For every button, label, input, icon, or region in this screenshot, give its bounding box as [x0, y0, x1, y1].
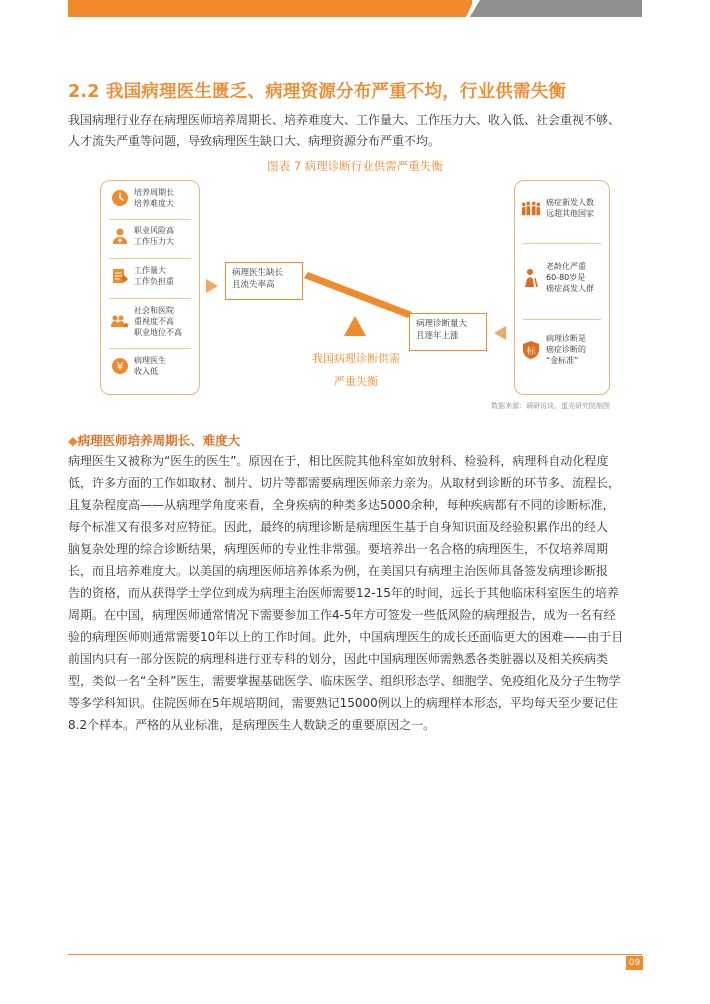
intro-paragraph: [68, 110, 644, 152]
body-line: 告的资格，而从获得学士学位到成为病理主治医师需要12-15年的时间，远长于其他临床科室医生的培养: [68, 586, 619, 600]
body-line: 8.2个样本。严格的从业标准，是病理医生人数缺乏的重要原因之一。: [68, 718, 436, 732]
paperwork-icon: [110, 266, 130, 286]
divider: [109, 298, 191, 299]
page-number: 09: [626, 956, 643, 970]
clock-icon: [110, 188, 130, 208]
header-gray-bar: [470, 0, 642, 17]
body-line: 验的病理医师则通常需要10年以上的工作时间。此外，中国病理医生的成长还面临更大的困难——由于目: [68, 630, 624, 644]
imbalance-label: [300, 347, 412, 393]
body-line: 病理医生又被称为“医生的医生”。原因在于，相比医院其他科室如放射科、检验科，病理科自动化程度: [68, 454, 609, 468]
demand-factor-text: 老龄化严重 60-80岁是 癌症高发人群: [546, 262, 594, 293]
demand-factor-item: [515, 261, 609, 294]
intro-line: 人才流失严重等问题，导致病理医生缺口大、病理资源分布严重不均。: [68, 134, 441, 148]
body-line: 周期。在中国，病理医师通常情况下需要参加工作4-5年方可签发一些低风险的病理报告，成为一名有经: [68, 608, 616, 622]
supply-factor-text: 培养周期长 培养难度大: [134, 188, 174, 208]
demand-factor-text: 病理诊断是 癌症诊断的 “金标准”: [546, 334, 586, 365]
body-line: 等多学科知识。住院医师在5年规培期间，需要熟记15000例以上的病理样本形态，平均每天至少要记住: [68, 696, 618, 710]
imbalance-label-line: 严重失衡: [334, 375, 378, 388]
crowd-icon: [521, 198, 541, 218]
diamond-bullet-icon: ◆: [68, 433, 78, 448]
subsection-title-text: 病理医师培养周期长、难度大: [77, 433, 241, 448]
divider: [109, 258, 191, 259]
fulcrum-triangle: [344, 316, 366, 336]
demand-factors-panel: [514, 180, 610, 395]
header-accent-bar: [68, 0, 472, 17]
people-star-icon: [110, 312, 130, 332]
divider: [109, 348, 191, 349]
supply-factor-text: 社会和医院 重视度不高 职业地位不高: [134, 306, 182, 337]
svg-text:标: 标: [526, 346, 536, 357]
intro-line: 我国病理行业存在病理医师培养周期长、培养难度大、工作量大、工作压力大、收入低、社会重视不够、: [68, 113, 621, 127]
yuan-coin-icon: [110, 356, 130, 376]
supply-factor-item: [101, 187, 199, 209]
arrow-right-icon: [206, 279, 218, 293]
supply-factors-panel: [100, 180, 200, 395]
divider: [523, 319, 601, 320]
imbalance-label-line: 我国病理诊断供需: [312, 352, 400, 365]
supply-factor-item: [101, 355, 199, 377]
body-line: 低，许多方面的工作如取材、制片、切片等都需要病理医师亲力亲为。从取材到诊断的环节多、流程长，: [68, 476, 621, 490]
section-title: 2.2 我国病理医生匮乏、病理资源分布严重不均，行业供需失衡: [68, 82, 567, 102]
footer-rule: [68, 954, 642, 955]
divider: [109, 219, 191, 220]
supply-factor-text: 工作量大 工作负担重: [134, 266, 174, 286]
elderly-icon: [521, 268, 541, 288]
demand-volume-box: 病理诊断量大 且逐年上涨: [409, 313, 487, 351]
arrow-left-icon: [494, 326, 506, 340]
body-line: 长，而且培养难度大。以美国的病理医师培养体系为例，在美国只有病理主治医师具备签发病理诊断报: [68, 564, 609, 578]
body-line: 且复杂程度高——从病理学角度来看，全身疾病的种类多达5000余种，每种疾病都有不同的诊断标准，: [68, 498, 615, 512]
gold-standard-icon: [521, 340, 541, 360]
body-line: 每个标准又有很多对应特征。因此，最终的病理诊断是病理医生基于自身知识面及经验积累作出的经人: [68, 520, 609, 534]
imbalance-lever: [304, 272, 412, 322]
supply-factor-text: 职业风险高 工作压力大: [134, 226, 174, 246]
body-paragraph: [68, 450, 648, 736]
body-line: 脑复杂处理的综合诊断结果，病理医师的专业性非常强。要培养出一名合格的病理医生，不仅培养周期: [68, 542, 609, 556]
body-line: 前国内只有一部分医院的病理科进行亚专科的划分，因此中国病理医师需熟悉各类脏器以及相关疾病类: [68, 652, 609, 666]
body-line: 型，类似一名“全科”医生，需要掌握基础医学、临床医学、组织形态学、细胞学、免疫组化及分子生物学: [68, 674, 621, 688]
subsection-title: [68, 431, 240, 449]
demand-factor-item: [515, 333, 609, 366]
supply-factor-item: [101, 265, 199, 287]
supply-shortage-box: 病理医生缺长 且流失率高: [225, 262, 303, 300]
svg-text:¥: ¥: [116, 360, 124, 373]
divider: [523, 243, 601, 244]
doctor-icon: [110, 226, 130, 246]
figure-source: 数据来源：调研访谈，蛋壳研究院制图: [491, 402, 610, 410]
figure-caption: 图表 7 病理诊断行业供需严重失衡: [267, 159, 443, 173]
demand-factor-item: [515, 197, 609, 219]
demand-factor-text: 癌症新发人数 远超其他国家: [546, 198, 594, 218]
supply-factor-item: [101, 225, 199, 247]
supply-factor-item: [101, 305, 199, 338]
supply-factor-text: 病理医生 收入低: [134, 356, 166, 376]
